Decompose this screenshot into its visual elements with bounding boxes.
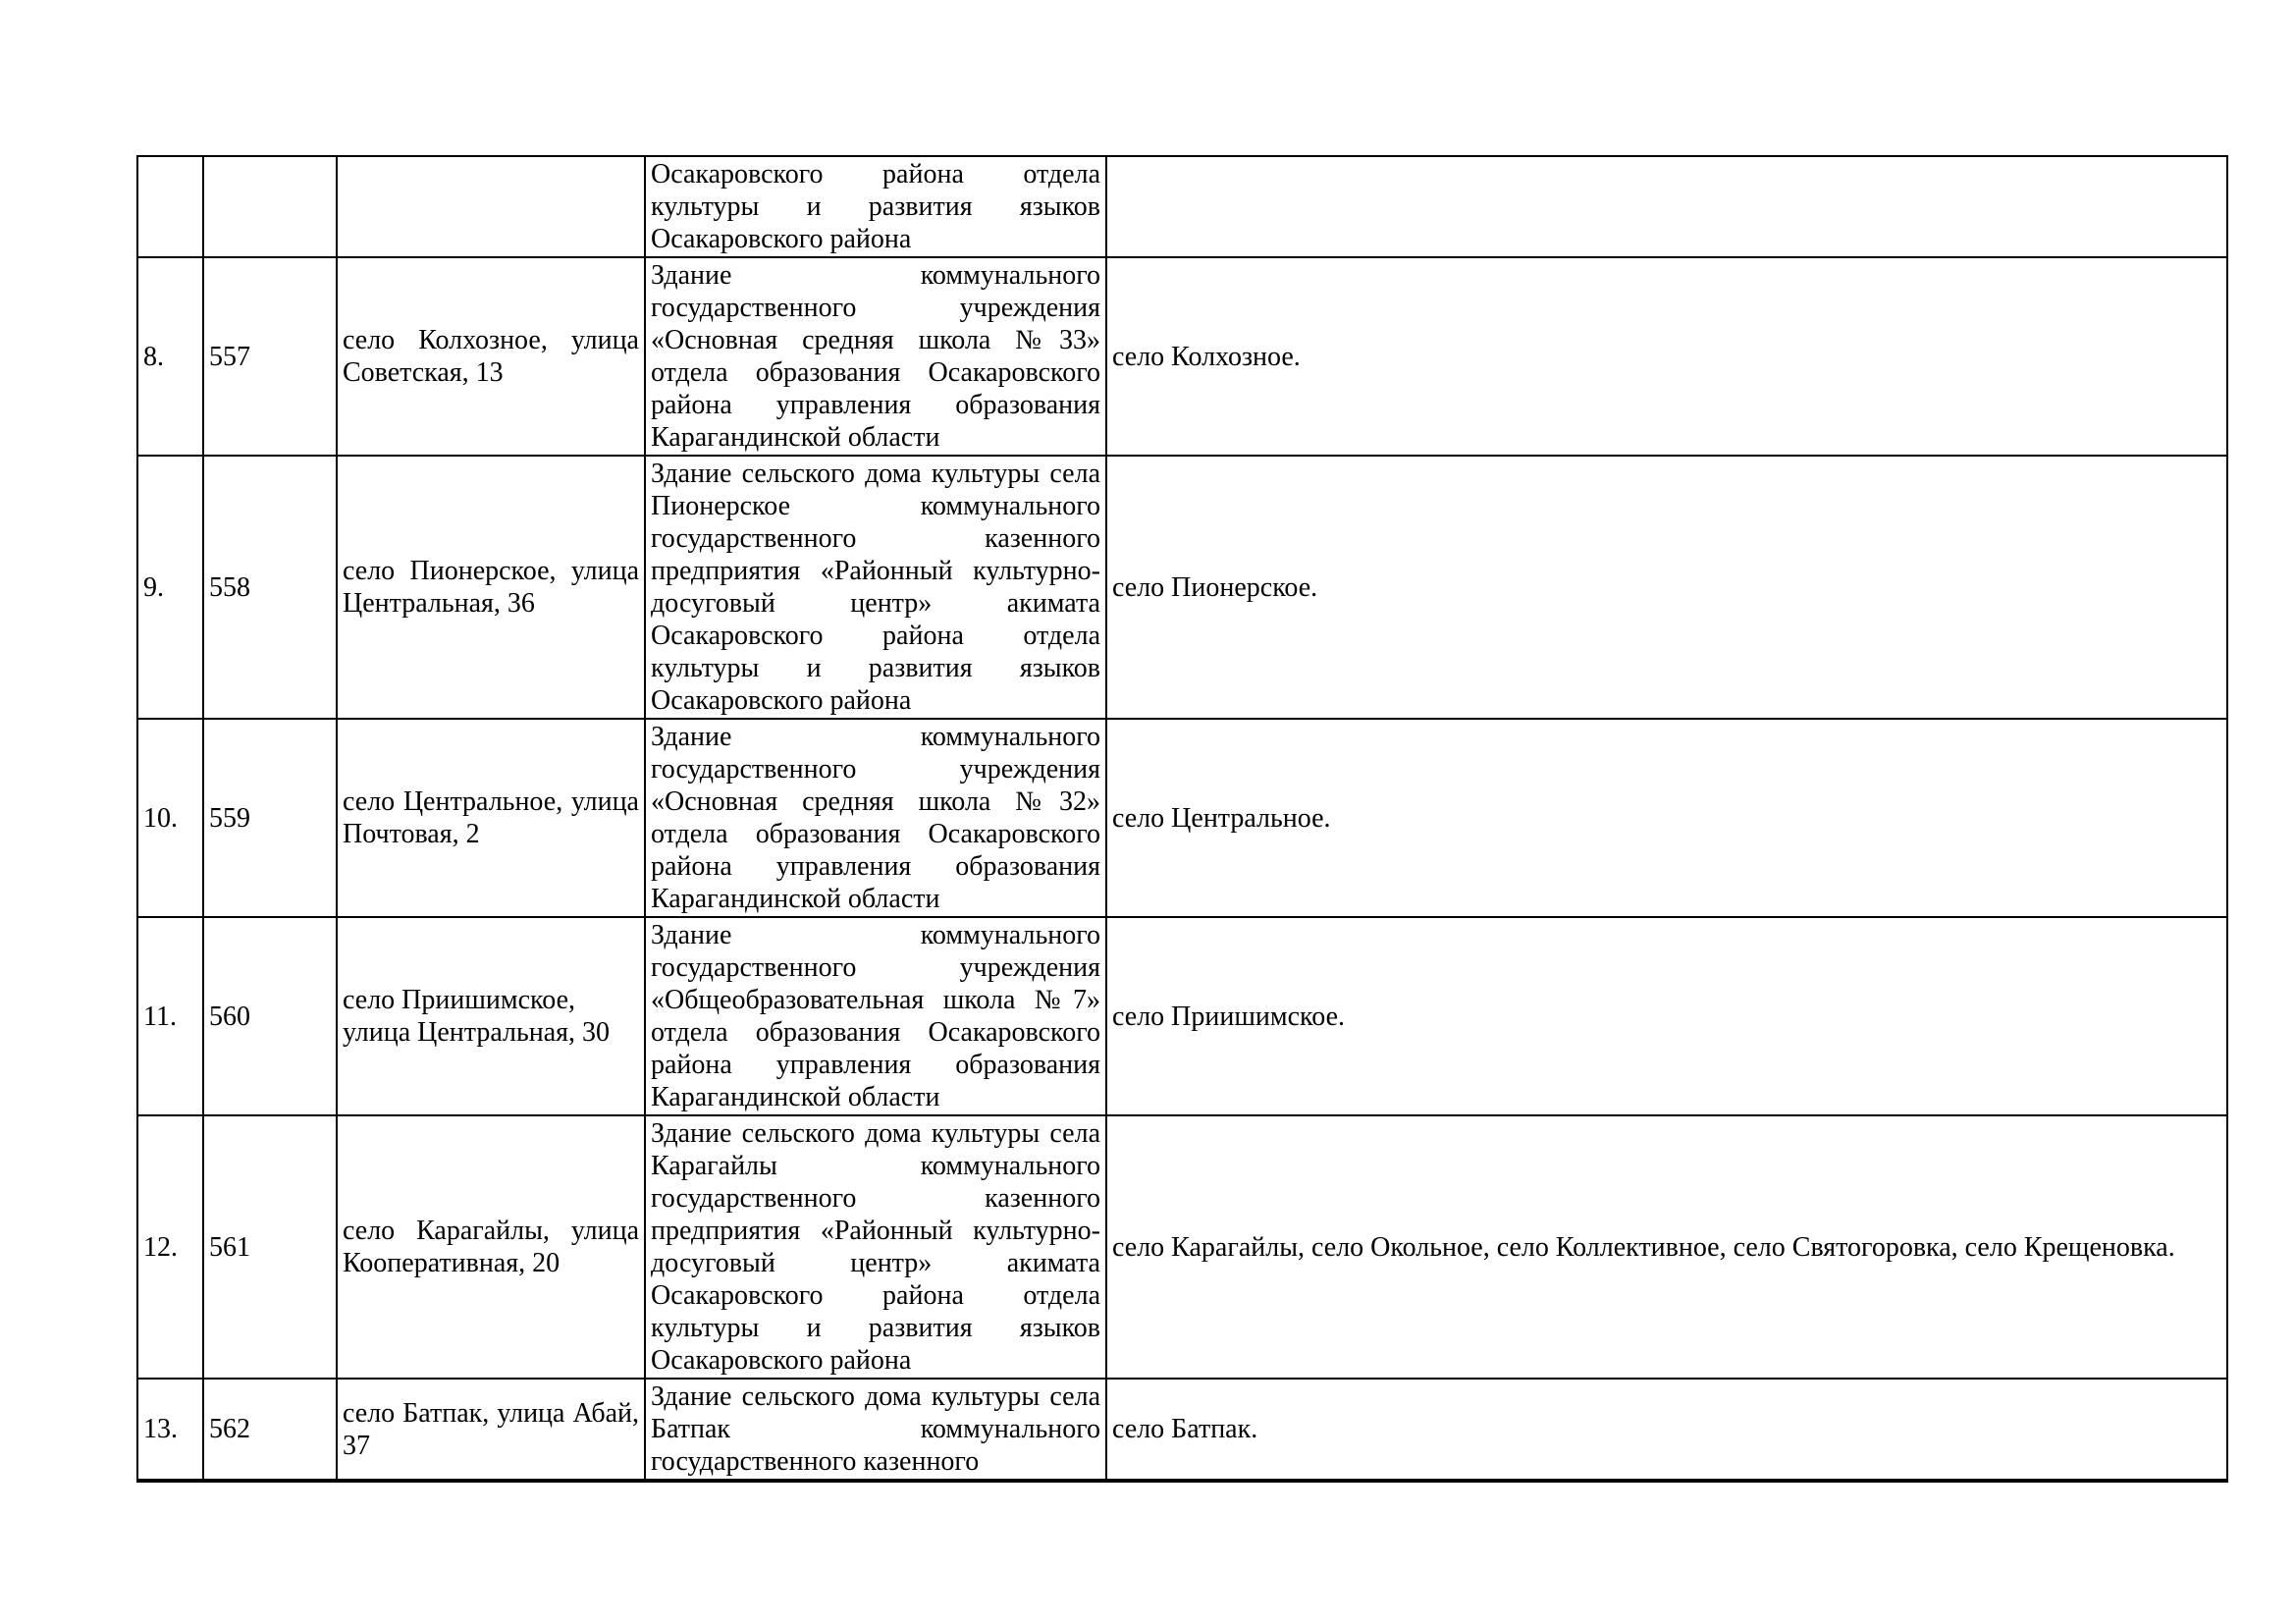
text-line: предприятия «Районный культурно- <box>651 556 1100 586</box>
text-line: государственного учреждения <box>651 754 1100 785</box>
text-line: досуговый центр» акимата <box>651 1248 1100 1278</box>
text-line: Здание коммунального <box>651 920 1100 950</box>
text-line: государственного казенного <box>651 1183 1100 1214</box>
text-line: село Пионерское, улица <box>343 556 639 586</box>
text-line: Здание коммунального <box>651 260 1100 291</box>
entry-id-cell: 559 <box>203 719 337 917</box>
text-line: Карагандинской области <box>651 422 940 453</box>
text-line: «Основная средняя школа №33» <box>651 325 1100 355</box>
text-line: Здание сельского дома культуры села <box>651 1118 1100 1149</box>
entry-id-cell: 558 <box>203 456 337 719</box>
text-line: Пионерское коммунального <box>651 491 1100 521</box>
building-description-cell <box>645 719 1106 917</box>
text-line: досуговый центр» акимата <box>651 588 1100 619</box>
text-line: Советская, 13 <box>343 357 504 388</box>
settlements-text: село Колхозное. <box>1112 341 1301 372</box>
address-cell <box>337 719 645 917</box>
text-line: района управления образования <box>651 390 1100 420</box>
settlements-text: село Пионерское. <box>1112 571 1318 603</box>
settlements-cell <box>1106 456 2227 719</box>
text-line: отдела образования Осакаровского <box>651 819 1100 849</box>
text-line: Здание сельского дома культуры села <box>651 1381 1100 1412</box>
text-line: село Батпак, улица Абай, <box>343 1397 639 1429</box>
building-description-cell <box>645 1379 1106 1481</box>
row-number-cell: 10. <box>137 719 203 917</box>
address-cell <box>337 1115 645 1379</box>
settlements-text: село Приишимское. <box>1112 1001 1346 1032</box>
entry-id-cell: 561 <box>203 1115 337 1379</box>
table-row <box>137 1379 2227 1481</box>
text-line: государственного учреждения <box>651 293 1100 323</box>
entry-id-cell: 562 <box>203 1379 337 1481</box>
text-line: Здание коммунального <box>651 722 1100 752</box>
text-line: культуры и развития языков <box>651 653 1100 683</box>
text-line: Центральная, 36 <box>343 588 535 619</box>
row-number-cell: 9. <box>137 456 203 719</box>
text-line: Карагайлы коммунального <box>651 1151 1100 1181</box>
settlements-cell <box>1106 1115 2227 1379</box>
building-description-cell <box>645 257 1106 456</box>
text-line: государственного казенного <box>651 523 1100 554</box>
text-line: района управления образования <box>651 1050 1100 1080</box>
text-line: Кооперативная, 20 <box>343 1248 561 1278</box>
text-line: культуры и развития языков <box>651 1313 1100 1343</box>
settlements-cell <box>1106 156 2227 257</box>
text-line: село Центральное, улица <box>343 786 639 817</box>
text-line: село Колхозное, улица <box>343 325 639 355</box>
settlements-cell <box>1106 719 2227 917</box>
table-row <box>137 719 2227 917</box>
text-line: государственного учреждения <box>651 952 1100 983</box>
settlements-text: село Батпак. <box>1112 1414 1258 1444</box>
text-line: района управления образования <box>651 851 1100 882</box>
table-row <box>137 456 2227 719</box>
text-line: государственного казенного <box>651 1446 980 1477</box>
text-line: Здание сельского дома культуры села <box>651 459 1100 489</box>
text-line: культуры и развития языков <box>651 191 1100 222</box>
text-line: предприятия «Районный культурно- <box>651 1216 1100 1246</box>
text-line: отдела образования Осакаровского <box>651 1017 1100 1048</box>
table-row <box>137 257 2227 456</box>
settlements-cell <box>1106 1379 2227 1481</box>
text-line: улица Центральная, 30 <box>343 1017 611 1048</box>
text-line: отдела образования Осакаровского <box>651 357 1100 388</box>
row-number-cell: 12. <box>137 1115 203 1379</box>
text-line: Осакаровского района <box>651 685 912 716</box>
text-line: Карагандинской области <box>651 1082 940 1112</box>
table-row <box>137 917 2227 1115</box>
text-line: «Основная средняя школа №32» <box>651 786 1100 817</box>
entry-id-cell <box>203 156 337 257</box>
table-row <box>137 156 2227 257</box>
row-number-cell: 11. <box>137 917 203 1115</box>
text-line: Осакаровского района <box>651 1345 912 1376</box>
settlements-text: село Центральное. <box>1112 802 1331 834</box>
building-description-cell <box>645 456 1106 719</box>
text-line: село Карагайлы, улица <box>343 1216 639 1246</box>
building-description-cell <box>645 1115 1106 1379</box>
table-row <box>137 1115 2227 1379</box>
text-line: Карагандинской области <box>651 884 940 914</box>
building-description-cell <box>645 156 1106 257</box>
text-line: «Общеобразовательная школа №7» <box>651 985 1100 1015</box>
address-cell <box>337 156 645 257</box>
address-cell <box>337 917 645 1115</box>
text-line: село Приишимское, <box>343 985 576 1015</box>
entry-id-cell: 560 <box>203 917 337 1115</box>
registry-table <box>136 155 2228 1483</box>
text-line: Осакаровского района отдела <box>651 621 1100 651</box>
address-cell <box>337 1379 645 1481</box>
text-line: Осакаровского района отдела <box>651 159 1100 189</box>
settlements-cell <box>1106 257 2227 456</box>
text-line: Осакаровского района отдела <box>651 1280 1100 1311</box>
text-line: Осакаровского района <box>651 224 912 254</box>
settlements-cell <box>1106 917 2227 1115</box>
text-line: 37 <box>343 1430 370 1461</box>
address-cell <box>337 257 645 456</box>
building-description-cell <box>645 917 1106 1115</box>
text-line: Батпак коммунального <box>651 1414 1100 1444</box>
row-number-cell <box>137 156 203 257</box>
row-number-cell: 8. <box>137 257 203 456</box>
settlements-text: село Карагайлы, село Окольное, село Коллективное, село Святогоровка, село Крещеновка. <box>1112 1231 2175 1263</box>
row-number-cell: 13. <box>137 1379 203 1481</box>
text-line: Почтовая, 2 <box>343 819 480 849</box>
entry-id-cell: 557 <box>203 257 337 456</box>
address-cell <box>337 456 645 719</box>
